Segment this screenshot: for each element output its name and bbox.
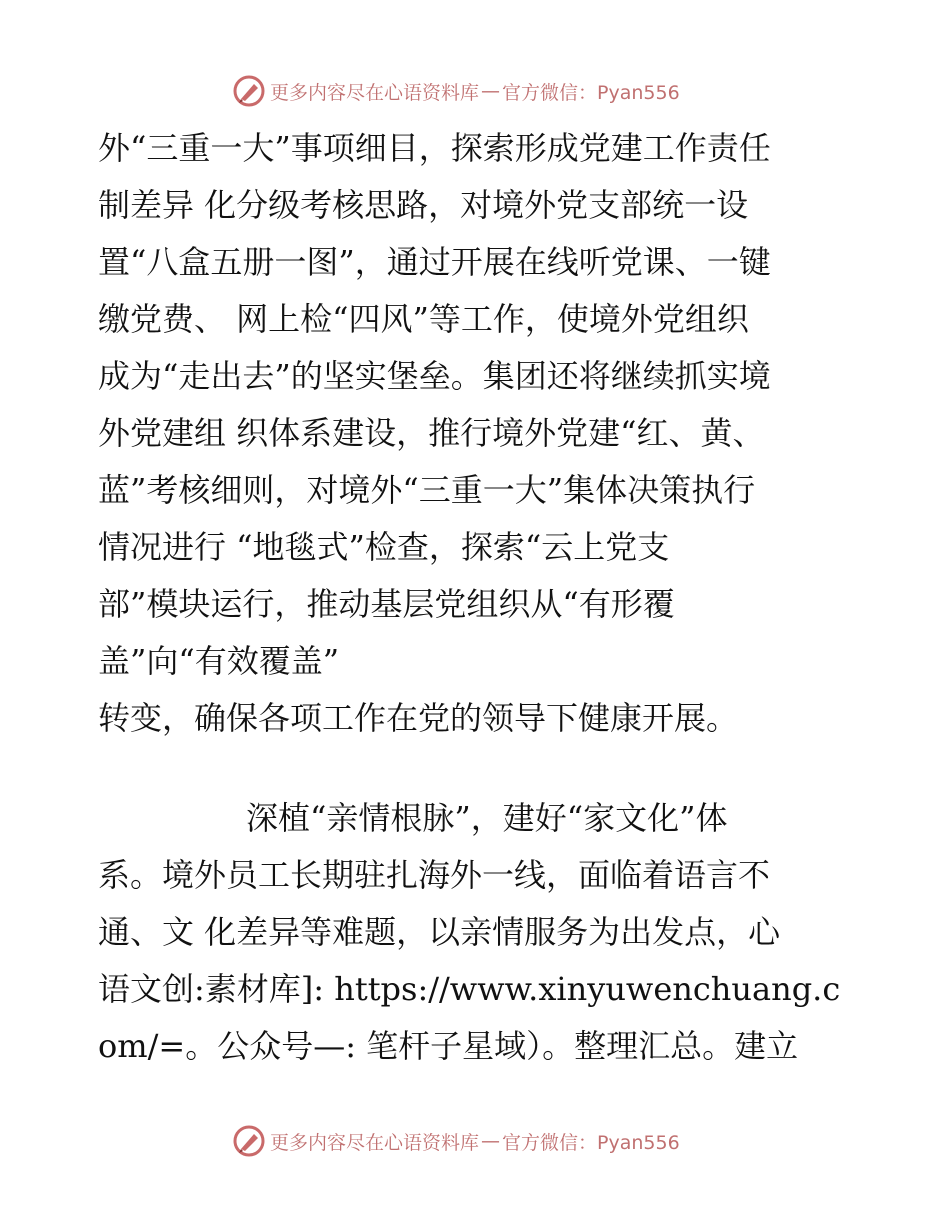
- watermark-site-text: 更多内容尽在心语资料库: [270, 1131, 480, 1154]
- body-line: 缴党费、 网上检“四风”等工作，使境外党组织: [98, 300, 749, 338]
- body-line: 情况进行 “地毯式”检查，探索“云上党支: [98, 528, 670, 566]
- body-line: 置“八盒五册一图”，通过开展在线听党课、一键: [98, 243, 771, 281]
- footer-watermark: [232, 1124, 680, 1158]
- watermark-wechat-text: 官方微信：Pyan556: [502, 1131, 680, 1154]
- body-line: 制差异 化分级考核思路，对境外党支部统一设: [98, 186, 749, 224]
- body-line: 系。境外员工长期驻扎海外一线，面临着语言不: [98, 856, 771, 894]
- body-line: 盖”向“有效覆盖”: [98, 642, 340, 680]
- watermark-wechat-text: 官方微信：Pyan556: [502, 81, 680, 104]
- body-line: 部”模块运行，推动基层党组织从“有形覆: [98, 585, 675, 623]
- pen-logo-icon: [232, 74, 266, 108]
- body-line: 外党建组 织体系建设，推行境外党建“红、黄、: [98, 414, 765, 452]
- body-line: 蓝”考核细则，对境外“三重一大”集体决策执行: [98, 471, 756, 509]
- body-line: 转变，确保各项工作在党的领导下健康开展。: [98, 699, 739, 737]
- pen-logo-icon: [232, 1124, 266, 1158]
- body-line: om/=。公众号—: 笔杆子星域）。整理汇总。建立: [98, 1027, 799, 1065]
- paragraph-heading-line: 深植“亲情根脉”，建好“家文化”体: [246, 799, 728, 837]
- watermark-separator: —: [481, 1130, 501, 1152]
- watermark-separator: —: [481, 80, 501, 102]
- header-watermark: [232, 74, 680, 108]
- body-line: 通、文 化差异等难题，以亲情服务为出发点，心: [98, 913, 781, 951]
- body-line: 成为“走出去”的坚实堡垒。集团还将继续抓实境: [98, 357, 771, 395]
- body-line: 语文创:素材库]: https://www.xinyuwenchuang.c: [98, 970, 841, 1008]
- watermark-site-text: 更多内容尽在心语资料库: [270, 81, 480, 104]
- body-line: 外“三重一大”事项细目，探索形成党建工作责任: [98, 129, 771, 167]
